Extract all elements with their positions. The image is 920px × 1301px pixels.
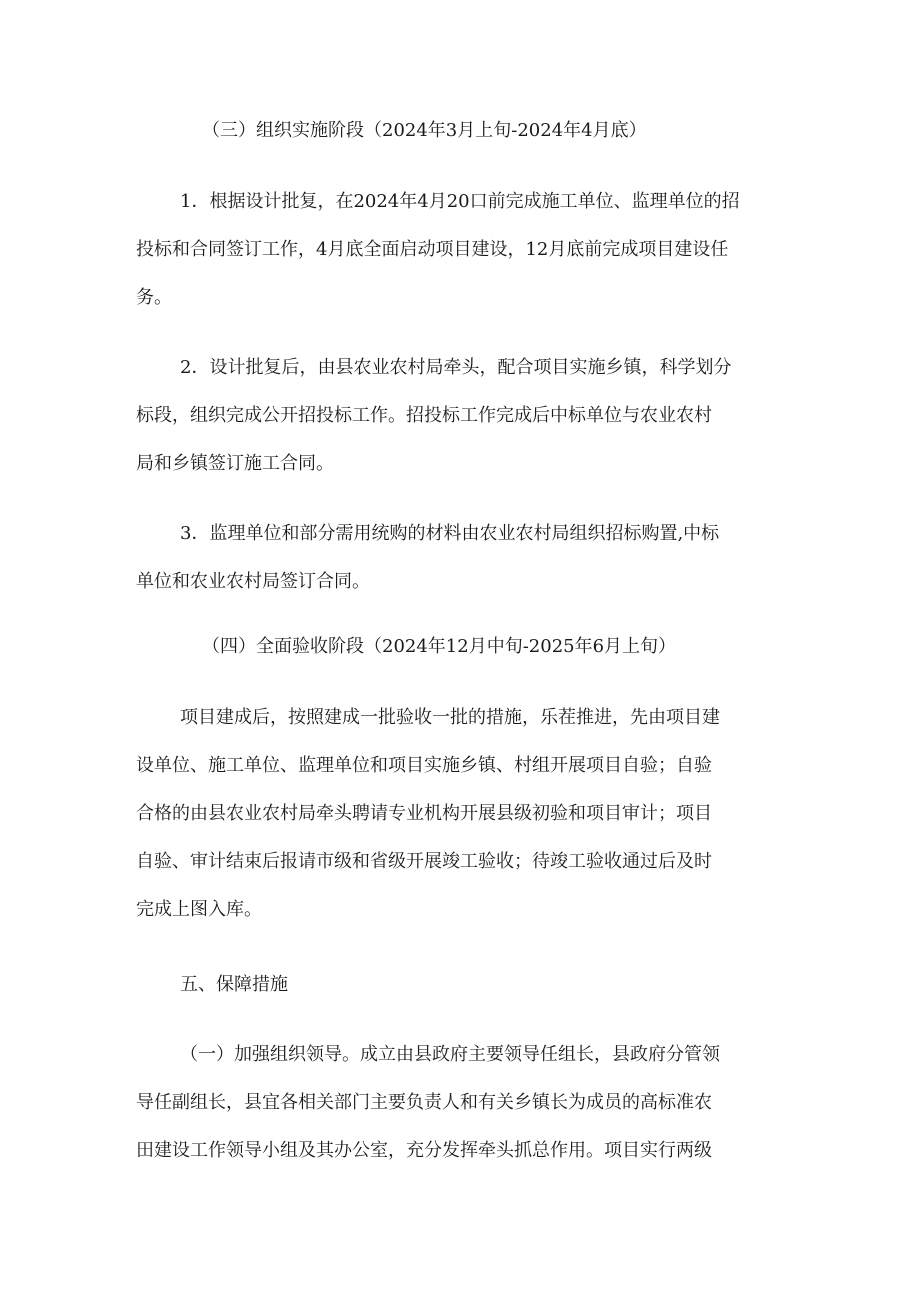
- paragraph-line: 标段，组织完成公开招投标工作。招投标工作完成后中标单位与农业农村: [136, 405, 712, 426]
- paragraph-line: 投标和合同签订工作，4月底全面启动项目建设，12月底前完成项目建设任: [136, 239, 729, 260]
- paragraph-line: 3．监理单位和部分需用统购的材料由农业农村局组织招标购置,中标: [180, 523, 720, 544]
- paragraph-line: 局和乡镇签订施工合同。: [136, 453, 334, 474]
- paragraph-line: 2．设计批复后，由县农业农村局牵头，配合项目实施乡镇，科学划分: [180, 357, 732, 378]
- paragraph-line: （一）加强组织领导。成立由县政府主要领导任组长，县政府分管领: [180, 1044, 720, 1065]
- section-heading-4: （四）全面验收阶段（2024年12月中旬-2025年6月上旬）: [202, 636, 677, 657]
- paragraph-line: 自验、审计结束后报请市级和省级开展竣工验收；待竣工验收通过后及时: [136, 851, 712, 872]
- paragraph-line: 务。: [136, 287, 172, 308]
- paragraph-line: 田建设工作领导小组及其办公室，充分发挥牵头抓总作用。项目实行两级: [136, 1140, 712, 1161]
- section-heading-3: （三）组织实施阶段（2024年3月上旬-2024年4月底）: [202, 120, 647, 141]
- paragraph-line: 单位和农业农村局签订合同。: [136, 571, 370, 592]
- paragraph-line: 1．根据设计批复，在2024年4月20口前完成施工单位、监理单位的招: [180, 191, 740, 212]
- paragraph-line: 导任副组长，县宜各相关部门主要负责人和有关乡镇长为成员的高标准农: [136, 1092, 712, 1113]
- section-heading-5: 五、保障措施: [180, 974, 288, 995]
- paragraph-line: 设单位、施工单位、监理单位和项目实施乡镇、村组开展项目自验；自验: [136, 755, 712, 776]
- paragraph-line: 合格的由县农业农村局牵头聘请专业机构开展县级初验和项目审计；项目: [136, 803, 712, 824]
- paragraph-line: 项目建成后，按照建成一批验收一批的措施，乐茬推进，先由项目建: [180, 707, 720, 728]
- paragraph-line: 完成上图入库。: [136, 899, 262, 920]
